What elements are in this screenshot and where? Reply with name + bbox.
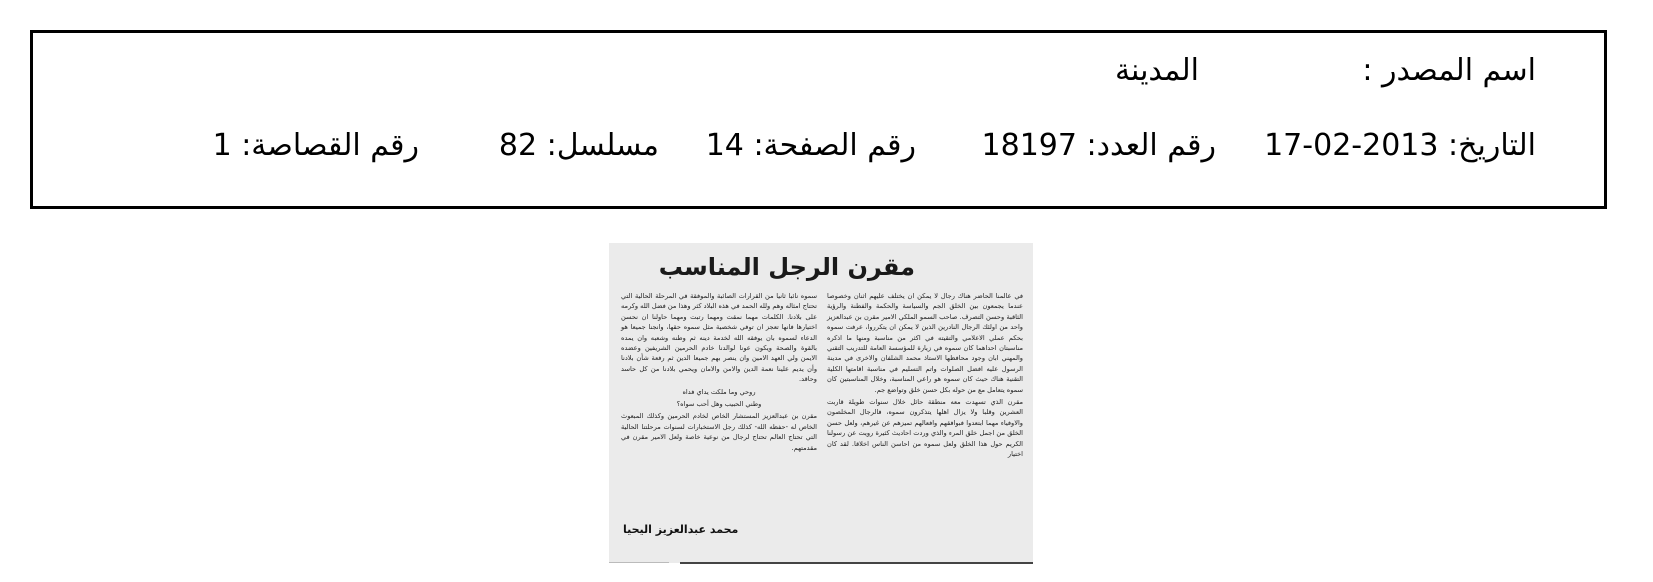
article-author: محمد عبدالعزيز اليحيا <box>623 523 739 536</box>
issue-number-field: رقم العدد: 18197 <box>981 128 1216 163</box>
article-column-left <box>621 291 817 455</box>
verse-line: روحي وما ملكت يداي فداه <box>682 387 756 396</box>
verse-line: وطني الحبيب وهل أحب سواه؟ <box>676 400 762 409</box>
paragraph: مقرن بن عبدالعزيز المستشار الخاص لخادم الحرمين وكذلك المبعوث الخاص له -حفظه الله- كذلك رجل الاستخبارات لسنوات مرحلتنا الحالية التي تحتاج العالم تحتاج لرجال من نوعية خاصة ولعل الامير مقرن في مقدمتهم. <box>621 412 817 452</box>
source-label: اسم المصدر : <box>1362 53 1536 88</box>
source-info-box <box>30 30 1607 209</box>
paragraph: سموه نائبا ثانيا من القرارات الصائبة والموفقة في المرحلة الحالية التي تحتاج امثاله وهم ولله الحمد في هذه البلاد كثر وهذا من فضل الله وكرمه على بلادنا. الكلمات مهما نمقت ومهما رتبت ومهما حاولنا ان نحسن اختيارها فانها تعجز ان توفي شخصية مثل سموه حقها، وانجنا جميعا هو الدعاء لسموه بان يوفقه الله لخدمة دينه ثم وطنه وشعبه وان يمده بالقوة والصحة ويكون عونا لوالدنا خادم الحرمين الشريفين وعضده الايمن ولي العهد الامين وان ينصر بهم جميعا الدين ثم رفعة شأن بلادنا وأن يديم علينا نعمة الدين والامن والامان ويحمي بلادنا من كل حاسد وحاقد. <box>621 292 817 384</box>
date-field: التاريخ: 2013-02-17 <box>1264 128 1536 163</box>
serial-field: مسلسل: 82 <box>498 128 659 163</box>
clip-number-field: رقم القصاصة: 1 <box>212 128 419 163</box>
divider <box>609 562 669 563</box>
source-value: المدينة <box>1114 53 1199 88</box>
divider <box>680 562 1033 564</box>
paragraph: مقرن الذي تسهدت معه منطقة حائل خلال سنوات طويلة قاربت العشرين وقلبا ولا يزال اهلها يتذكرون سموه، فالرجال المخلصون والاوفياء مهما ابتعدوا فبوافقهم وافعالهم تميزهم عن غيرهم، ولعل حسن الخلق من اجمل خلق المرء والذي وردت احاديث كثيرة رويت عن رسولنا الكريم حول هذا الخلق ولعل سموه من احاسن الناس اخلاقا. لقد كان اختيار <box>827 398 1023 459</box>
newspaper-clipping <box>609 243 1033 563</box>
article-title: مقرن الرجل المناسب <box>658 253 915 281</box>
paragraph: في عالمنا الحاضر هناك رجال لا يمكن ان يختلف عليهم اثنان وخصوصا عندما يجمعون بين الخلق الجم والسياسة والحكمة والفطنة والرؤية الثاقبة وحسن التصرف. صاحب السمو الملكي الامير مقرن بن عبدالعزيز واحد من اولئك الرجال النادرين الذين لا يمكن ان يتكرروا، عرفت سموه بحكم عملي الاعلامي والتقيته في اكثر من مناسبة ومنها ما اذكره مناسبتان احداهما كان سموه في زيارة للمؤسسة العامة للتدريب التقني والمهني ابان وجود محافظها الاستاذ محمد الشلفان والاخرى في مدينة الرسول عليه افضل الصلوات واتم التسليم في مناسبة اقامتها الكلية التقنية هناك حيث كان سموه هو راعي المناسبة، وخلال المناسبتين كان سموه يتعامل مع من حوله بكل حسن خلق وتواضع جم. <box>827 292 1023 394</box>
article-column-right <box>827 291 1023 462</box>
page-number-field: رقم الصفحة: 14 <box>705 128 916 163</box>
